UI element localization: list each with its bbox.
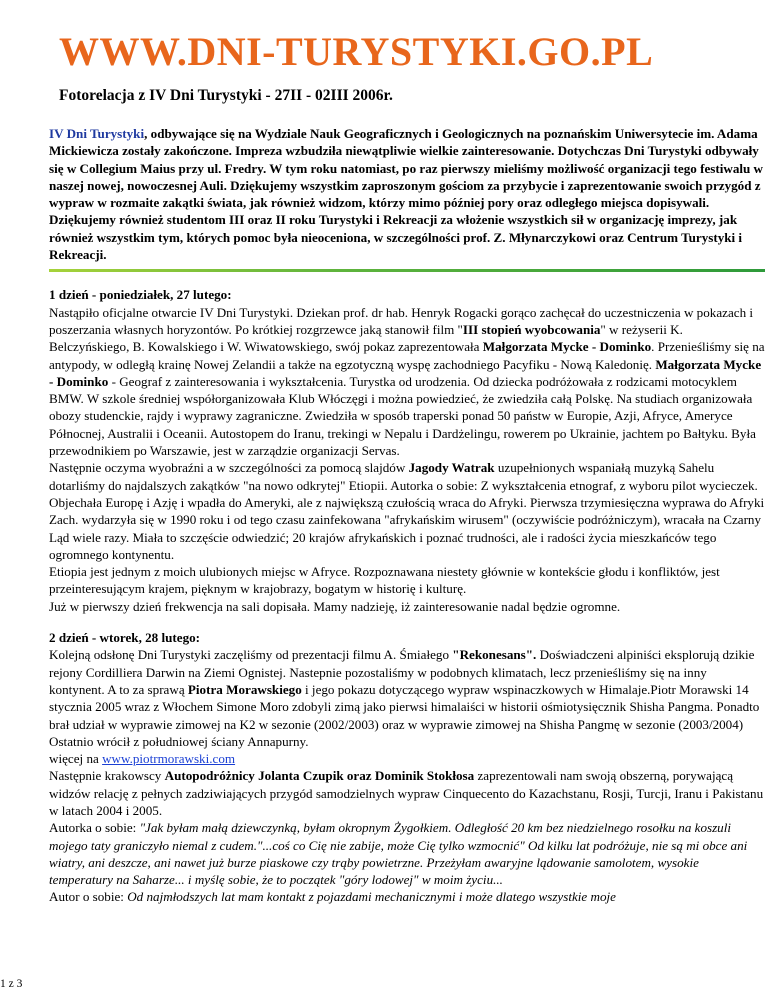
text-run: uzupełnionych wspaniałą muzyką Sahelu dotarliśmy do najdalszych zakątków "na nowo odkrytej" Etiopii. Autorka o sobie: Z wykształcenia etnograf, z wyboru pilot wycieczek. Objechała Europę i Azję i wpadła do Ameryki, ale z największą czułością wraca do Afryki. Pierwsza trzymiesięczna wyprawa do Afryki Zach. wydarzyła się w 1990 roku i od tego czasu zainfekowana "afrykańskim wirusem" (oczywiście podróżniczym), wracała na Czarny Ląd wiele razy. Miała to szczęście odwiedzić; 20 krajów afrykańskich i poznać trudności, ale i radości życia mieszkańców tego ogromnego kontynentu. [49, 460, 765, 562]
text-run: zaprezentowali nam swoją obszerną, porywającą widzów relację z pełnych zadziwiających przygód samodzielnych wypraw Cinquecento do Kazachstanu, Rosji, Turcji, Iranu i Pakistanu w latach 2004 i 2005. [49, 768, 764, 818]
text-run: Kolejną odsłonę Dni Turystyki zaczęliśmy od prezentacji filmu A. Śmiałego [49, 647, 453, 663]
day-2-paragraph-4 [49, 888, 765, 905]
intro-lead: IV Dni Turystyki [49, 126, 145, 141]
day-1-paragraph-2 [49, 459, 765, 563]
section-divider [49, 269, 765, 272]
day-2-paragraph-3 [49, 819, 765, 888]
guest-name: Jagody Watrak [408, 460, 495, 476]
more-info-line [49, 750, 765, 767]
film-title: III stopień wyobcowania [462, 321, 601, 337]
text-run: i jego pokazu dotyczącego wypraw wspinaczkowych w Himalaje.Piotr Morawski 14 stycznia 2005 wraz z Włochem Simone Moro zdobyli zimą jako pierwsi himalaiści w historii ośmiotysięcznik Shisha Pangma. Ponadto brał udział w wyprawie zimowej na K2 w sezonie (2002/2003) oraz w wyprawie zimowej na Shisha Pangmę w sezonie (2003/2004) Ostatnio wrócił z południowej ściany Annapurny. [49, 681, 760, 749]
day-1-paragraph-3: Etiopia jest jednym z moich ulubionych miejsc w Afryce. Rozpoznawana niestety głównie w kontekście głodu i konfliktów, jest przeinteresującym krajem, pięknym w krajobrazy, bogatym w historię i kulturę. [49, 564, 720, 597]
text-run: Następnie oczyma wyobraźni a w szczególności za pomocą slajdów [49, 460, 409, 476]
text-run: Autor o sobie: [49, 889, 128, 905]
text-run: Autorka o sobie: [49, 820, 140, 836]
text-run: Nastąpiło oficjalne otwarcie IV Dni Turystyki. Dziekan prof. dr hab. Henryk Rogacki gorąco zachęcał do uczestniczenia w pokazach i poszerzania własnych horyzontów. Po krótkiej rozgrzewce jaką stanowił film " [49, 304, 754, 337]
film-title: "Rekonesans". [452, 647, 537, 663]
text-run: . Przenieśliśmy się na antypody, w odległą krainę Nowej Zelandii a także na egzotyczną wyspę zachodniego Pacyfiku - Nową Kaledonię. [49, 339, 765, 372]
day-2-section [49, 629, 765, 906]
text-run: - Geograf z zainteresowania i wykształcenia. Turystka od urodzenia. Od dziecka podróżowała z rodzicami motocyklem BMW. W szkole średniej współorganizowała Klub Włóczęgi i można powiedzieć, że zwiedziła całą Polskę. Na studiach organizowała obozy studenckie, rajdy i wyprawy zagraniczne. Zwiedziła w sposób traperski ponad 50 państw w Europie, Azji, Afryce, Ameryce Północnej, Australii i Oceanii. Autostopem do Iranu, trekingi w Nepalu i Dardżelingu, rowerem po Ukrainie, jachtem po Bałtyku. Była przewodnikiem po Warszawie, jest w zarządzie organizacji Servas. [49, 373, 756, 459]
guest-name: Małgorzata Mycke - Dominko [482, 339, 652, 355]
day-1-paragraph-1 [49, 304, 765, 460]
external-website-link[interactable]: www.piotrmorawski.com [102, 751, 236, 767]
page-number: 1 z 3 [0, 978, 23, 990]
day-1-section [49, 286, 765, 615]
more-info-label: więcej na [49, 751, 103, 767]
day-1-paragraph-4: Już w pierwszy dzień frekwencja na sali dopisała. Mamy nadzieję, iż zainteresowanie nadal będzie ogromne. [49, 598, 621, 614]
page-header [59, 30, 719, 106]
guest-name: Piotra Morawskiego [187, 681, 302, 697]
article-body [49, 125, 765, 906]
day-2-paragraph-2 [49, 767, 765, 819]
page-subtitle: Fotorelacja z IV Dni Turystyki - 27II - 02III 2006r. [59, 87, 393, 104]
guest-name: Autopodróżnicy Jolanta Czupik oraz Dominik Stokłosa [164, 768, 475, 784]
text-run: Następnie krakowscy [49, 768, 165, 784]
guest-name: Małgorzata Mycke - Dominko [49, 356, 762, 389]
day-2-paragraph-1 [49, 646, 765, 750]
site-title: WWW.DNI-TURYSTYKI.GO.PL [59, 29, 654, 74]
day-2-heading: 2 dzień - wtorek, 28 lutego: [49, 630, 201, 646]
text-run: " w reżyserii K. Belczyńskiego, B. Kowalskiego i W. Wiwatowskiego, swój pokaz zaprezentowała [49, 321, 683, 355]
day-1-heading: 1 dzień - poniedziałek, 27 lutego: [49, 287, 232, 303]
intro-paragraph [49, 125, 765, 263]
author-quote: "Jak byłam małą dziewczynką, byłam okropnym Żygołkiem. Odległość 20 km bez niedzielnego rosołku na koszuli mojego taty graniczyło niemal z cudem."...coś co Cię nie zabije, może Cię tylko wzmocnić" Od kilku lat podróżuje, nie są mi obce ani wiatry, ani deszcze, ani nawet już burze piaskowe czy trąby powietrzne. Przeżyłam awaryjne lądowanie samolotem, wysokie temperatury na Saharze... i myślę sobie, że to początek "góry lodowej" w moim życiu... [49, 820, 748, 888]
text-run: Doświadczeni alpiniści eksplorują dzikie rejony Cordilliera Darwin na Ziemi Ognistej. Nastepnie pozostaliśmy w podobnych klimatach, lecz przenieśliśmy się na inny kontynent. A to za sprawą [49, 647, 755, 697]
intro-text: , odbywające się na Wydziale Nauk Geograficznych i Geologicznych na poznańskim Uniwersytecie im. Adama Mickiewicza zostały zakończone. Impreza wzbudziła niewątpliwie wielkie zainteresowanie. Dotychczas Dni Turystyki odbywały się w Collegium Maius przy ul. Fredry. W tym roku natomiast, po raz pierwszy mieliśmy możliwość organizacji tego festiwalu w naszej nowej, nowoczesnej Auli. Dziękujemy wszystkim zaproszonym gościom za przybycie i zaprezentowanie swoich przygód z wypraw w rozmaite zakątki świata, jak również widzom, którzy mimo później pory oraz odległego miejsca dopisywali. Dziękujemy również studentom III oraz II roku Turystyki i Rekreacji za włożenie wszystkich sił w organizację imprezy, jak również wszystkim tym, których pomoc była nieoceniona, w szczególności prof. Z. Młynarczykowi oraz Centrum Turystyki i Rekreacji. [49, 126, 764, 263]
author-quote: Od najmłodszych lat mam kontakt z pojazdami mechanicznymi i może dlatego wszystkie moje [127, 889, 616, 905]
